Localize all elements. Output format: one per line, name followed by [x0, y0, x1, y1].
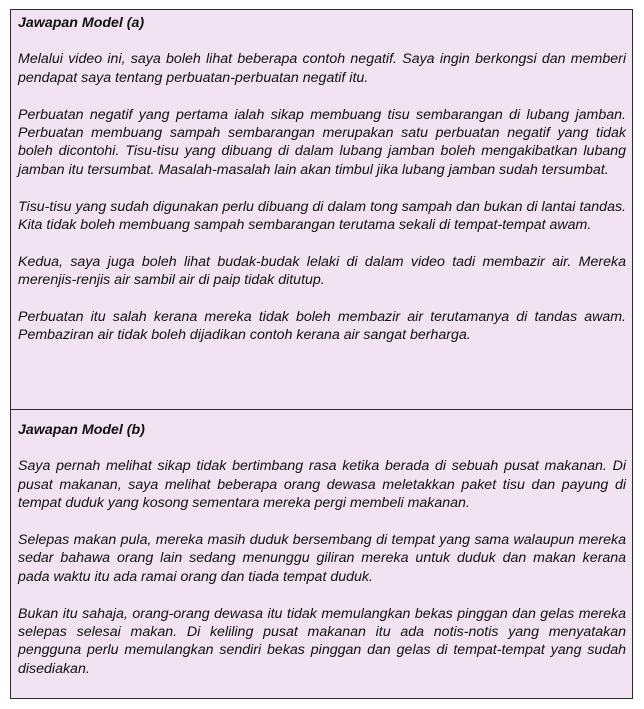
model-answer-a-title: Jawapan Model (a): [18, 15, 145, 31]
model-answer-a-cell: [11, 10, 632, 410]
model-answer-a-paragraph: Kedua, saya juga boleh lihat budak-budak lelaki di dalam video tadi membazir air. Mereka merenjis-renjis air sambil air di paip tidak ditutup.: [18, 253, 626, 289]
model-answer-a-paragraph: Perbuatan negatif yang pertama ialah sikap membuang tisu sembarangan di lubang jamban. Perbuatan membuang sampah sembarangan merupakan satu perbuatan negatif yang tidak boleh dicontohi. Tisu-tisu yang dibuang di dalam lubang jamban boleh mengakibatkan lubang jamban itu tersumbat. Masalah-masalah lain akan timbul jika lubang jamban sudah tersumbat.: [18, 106, 626, 178]
answer-table: [10, 9, 633, 699]
model-answer-b-paragraph: Selepas makan pula, mereka masih duduk bersembang di tempat yang sama walaupun mereka sedar bahawa orang lain sedang menunggu giliran mereka untuk duduk dan makan kerana pada waktu itu ada ramai orang dan tiada tempat duduk.: [18, 532, 626, 585]
model-answer-b-paragraph: Bukan itu sahaja, orang-orang dewasa itu tidak memulangkan bekas pinggan dan gelas mereka selepas selesai makan. Di keliling pusat makanan itu ada notis-notis yang menyatakan pengguna perlu memulangkan sendiri bekas pinggan dan gelas di tempat-tempat yang sudah disediakan.: [18, 605, 626, 677]
model-answer-a-paragraph: Tisu-tisu yang sudah digunakan perlu dibuang di dalam tong sampah dan bukan di lantai tandas. Kita tidak boleh membuang sampah sembarangan terutama sekali di tempat-tempat awam.: [18, 198, 626, 234]
model-answer-a-paragraph: Melalui video ini, saya boleh lihat beberapa contoh negatif. Saya ingin berkongsi dan memberi pendapat saya tentang perbuatan-perbuatan negatif itu.: [18, 51, 626, 86]
model-answer-b-paragraph: Saya pernah melihat sikap tidak bertimbang rasa ketika berada di sebuah pusat makanan. Di pusat makanan, saya melihat beberapa orang dewasa meletakkan paket tisu dan payung di tempat duduk yang kosong sementara mereka pergi membeli makanan.: [18, 458, 626, 512]
model-answer-a-paragraph: Perbuatan itu salah kerana mereka tidak boleh membazir air terutamanya di tandas awam. Pembaziran air tidak boleh dijadikan contoh kerana air sangat berharga.: [18, 309, 626, 344]
model-answer-b-title: Jawapan Model (b): [18, 422, 145, 438]
model-answer-b-cell: [11, 410, 632, 698]
